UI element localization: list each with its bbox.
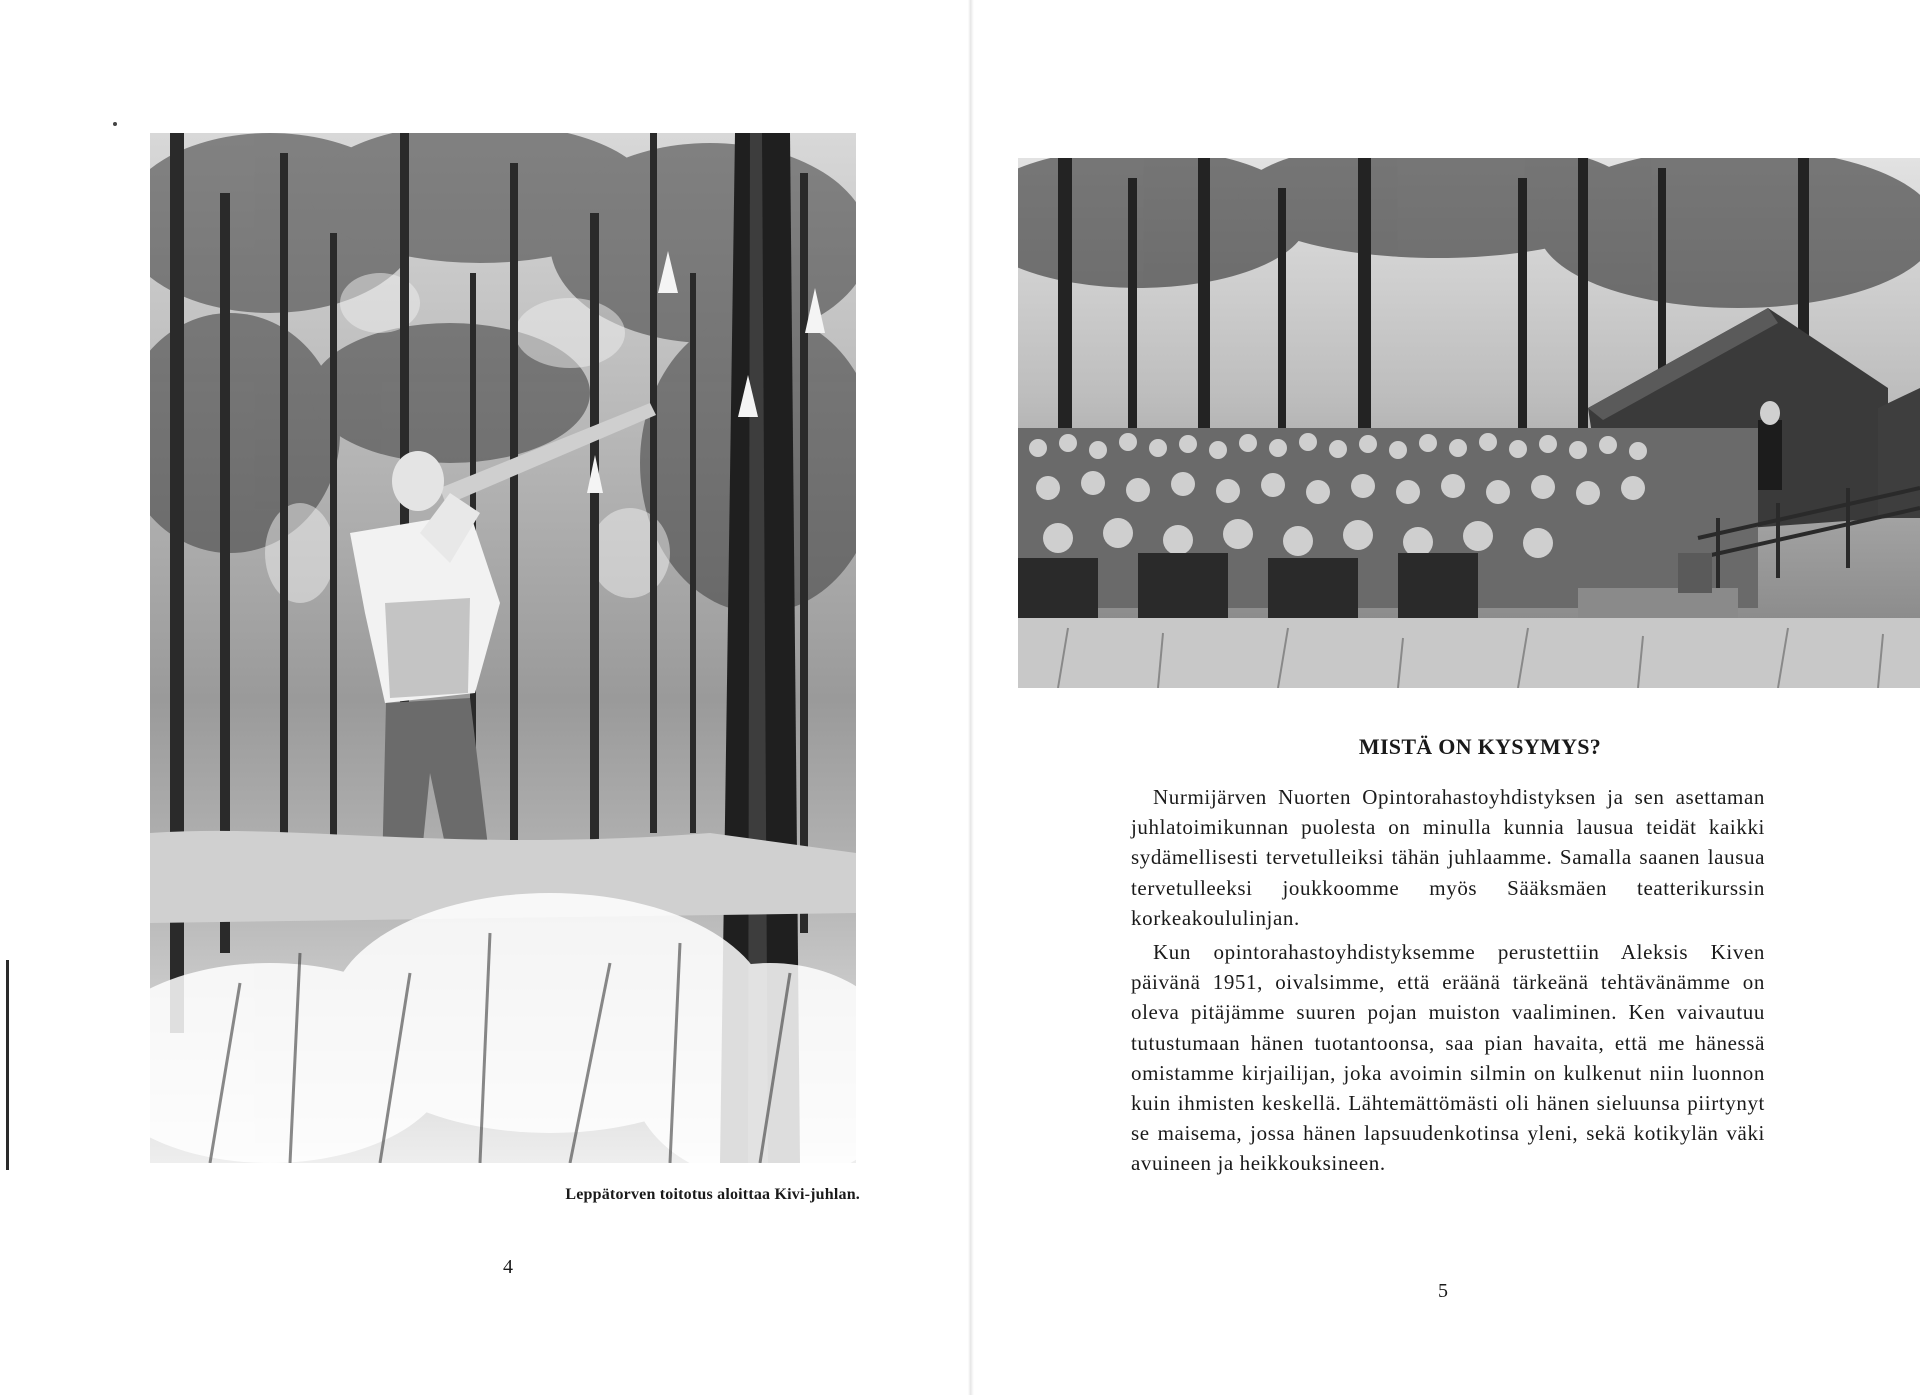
section-heading: MISTÄ ON KYSYMYS? <box>1358 734 1602 759</box>
scan-dust-dot <box>113 122 117 126</box>
forest-horn-player-photo <box>150 133 856 1163</box>
scan-edge-mark <box>6 960 9 1170</box>
outdoor-audience-photo <box>1018 158 1920 688</box>
page-number-right: 5 <box>1438 1280 1448 1302</box>
body-text <box>1131 782 1765 1179</box>
page-gutter <box>968 0 974 1395</box>
paragraph: Kun opintorahastoyhdistyksemme perustettiin Aleksis Kiven päivänä 1951, oivalsimme, että eräänä tärkeänä tehtävänämme on oleva pitäjämme suuren pojan muiston vaaliminen. Ken vaivautuu tutustumaan hänen tuotantoonsa, saa pian havaita, että me hänessä omistamme kirjailijan, joka avoimin silmin on kulkenut niin luonnon kuin ihmisten keskellä. Lähtemättömästi oli hänen sieluunsa piirtynyt se maisema, jossa hänen lapsuudenkotinsa yleni, sekä kotikylän väki avuineen ja heikkouksineen. <box>1131 940 1765 1176</box>
photo-caption: Leppätorven toitotus aloittaa Kivi-juhlan. <box>565 1186 860 1203</box>
paragraph: Nurmijärven Nuorten Opintorahastoyhdistyksen ja sen asettaman juhlatoimikunnan puolesta on minulla kunnia lausua teidät kaikki sydämellisesti tervetulleiksi tähän juhlaamme. Samalla saanen lausua tervetulleeksi joukkoomme myös Sääksmäen teatterikurssin korkeakoululinjan. <box>1131 785 1765 930</box>
page-number-left: 4 <box>503 1256 513 1278</box>
